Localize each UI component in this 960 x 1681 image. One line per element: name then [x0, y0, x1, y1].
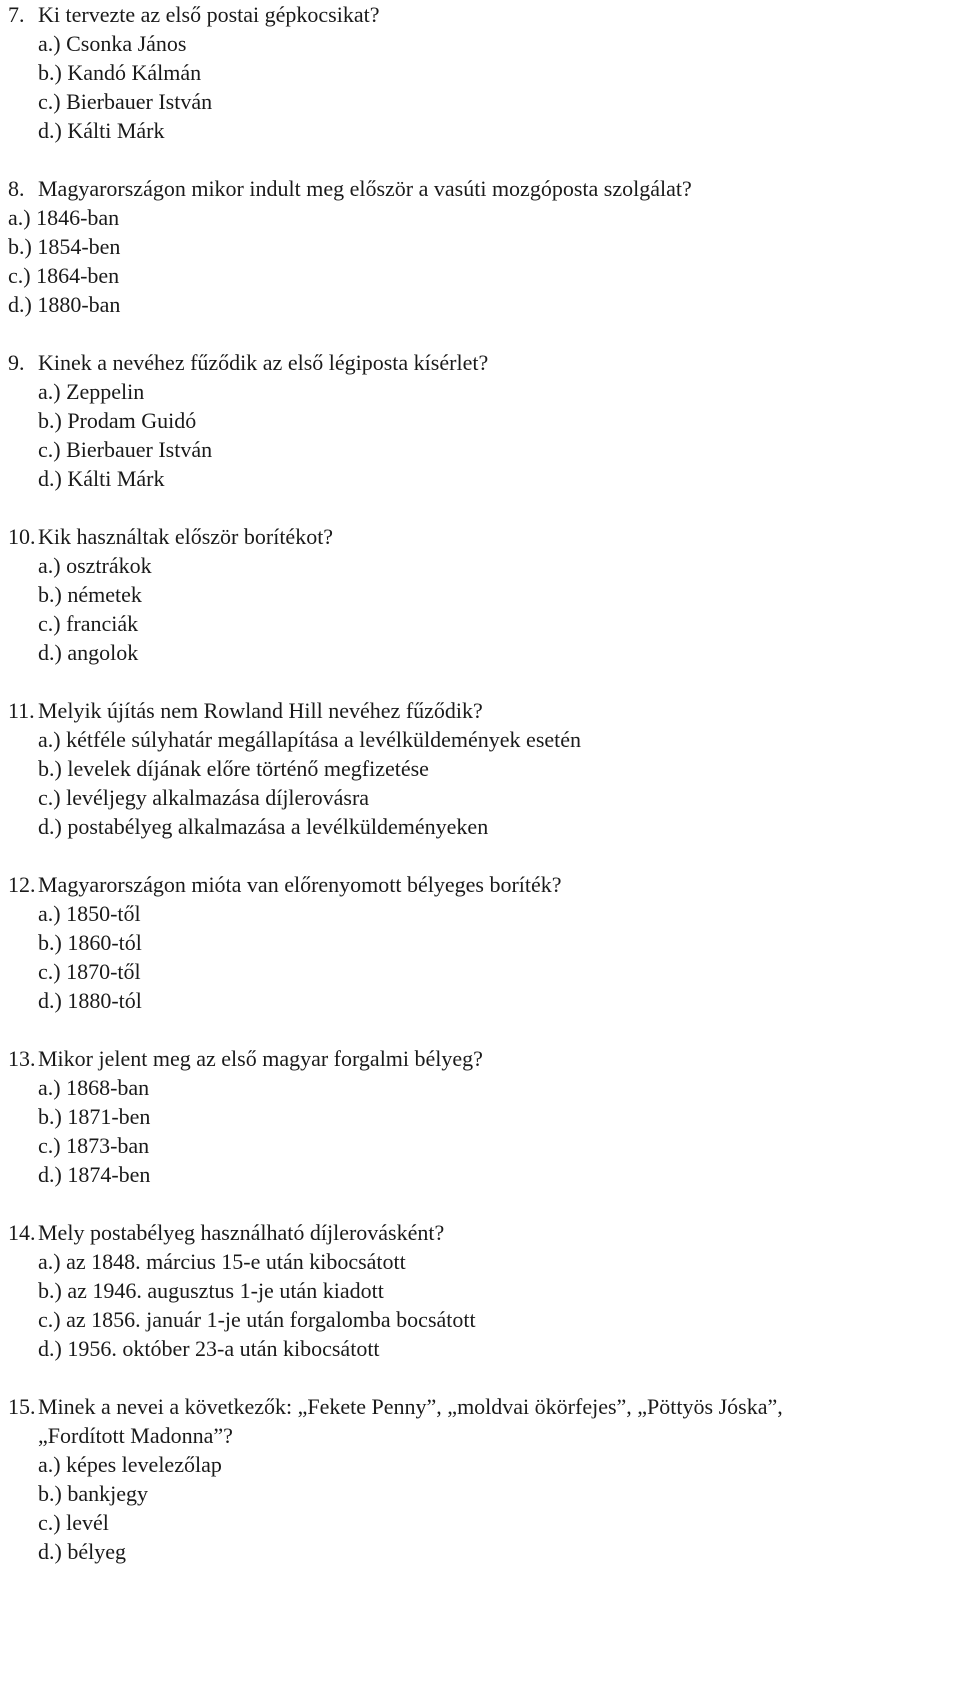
question-number: 14.: [8, 1220, 36, 1245]
answer-option: d.) postabélyeg alkalmazása a levélküldeményeken: [38, 814, 489, 839]
answer-option: d.) Kálti Márk: [38, 118, 165, 143]
answer-option: d.) bélyeg: [38, 1539, 126, 1564]
answer-option: a.) 1850-től: [38, 901, 141, 926]
answer-option: c.) levéljegy alkalmazása díjlerovásra: [38, 785, 370, 810]
answer-option: c.) 1870-től: [38, 959, 141, 984]
question-number: 8.: [8, 176, 25, 201]
question-text: Magyarországon mióta van előrenyomott bélyeges boríték?: [38, 872, 562, 897]
answer-option: b.) 1860-tól: [38, 930, 142, 955]
answer-option: c.) az 1856. január 1-je után forgalomba bocsátott: [38, 1307, 476, 1332]
answer-option: c.) franciák: [38, 611, 139, 636]
question-text: Kinek a nevéhez fűződik az első légiposta kísérlet?: [38, 350, 489, 375]
question-text: Magyarországon mikor indult meg először a vasúti mozgóposta szolgálat?: [38, 176, 692, 201]
answer-option: d.) 1880-ban: [8, 292, 121, 317]
answer-option: c.) 1873-ban: [38, 1133, 150, 1158]
question-text: Minek a nevei a következők: „Fekete Penny”, „moldvai ökörfejes”, „Pöttyös Jóska”,: [38, 1394, 783, 1419]
answer-option: b.) levelek díjának előre történő megfizetése: [38, 756, 429, 781]
answer-option: b.) Kandó Kálmán: [38, 60, 202, 85]
question-number: 11.: [8, 698, 35, 723]
question-number: 7.: [8, 2, 25, 27]
question-number: 9.: [8, 350, 25, 375]
answer-option: a.) 1868-ban: [38, 1075, 150, 1100]
question-number: 12.: [8, 872, 36, 897]
question-number: 15.: [8, 1394, 36, 1419]
answer-option: b.) németek: [38, 582, 142, 607]
answer-option: c.) levél: [38, 1510, 109, 1535]
answer-option: c.) 1864-ben: [8, 263, 120, 288]
answer-option: b.) Prodam Guidó: [38, 408, 197, 433]
question-number: 13.: [8, 1046, 36, 1071]
answer-option: d.) 1880-tól: [38, 988, 142, 1013]
answer-option: b.) bankjegy: [38, 1481, 148, 1506]
answer-option: a.) Csonka János: [38, 31, 187, 56]
question-number: 10.: [8, 524, 36, 549]
question-text-continued: „Fordított Madonna”?: [38, 1423, 233, 1448]
answer-option: d.) 1874-ben: [38, 1162, 151, 1187]
answer-option: a.) kétféle súlyhatár megállapítása a levélküldemények esetén: [38, 727, 582, 752]
answer-option: a.) osztrákok: [38, 553, 152, 578]
question-text: Melyik újítás nem Rowland Hill nevéhez fűződik?: [38, 698, 483, 723]
answer-option: a.) képes levelezőlap: [38, 1452, 222, 1477]
answer-option: b.) 1854-ben: [8, 234, 121, 259]
answer-option: c.) Bierbauer István: [38, 437, 213, 462]
question-text: Kik használtak először borítékot?: [38, 524, 334, 549]
answer-option: a.) 1846-ban: [8, 205, 120, 230]
answer-option: d.) Kálti Márk: [38, 466, 165, 491]
answer-option: a.) az 1848. március 15-e után kibocsátott: [38, 1249, 406, 1274]
answer-option: a.) Zeppelin: [38, 379, 145, 404]
answer-option: c.) Bierbauer István: [38, 89, 213, 114]
question-text: Ki tervezte az első postai gépkocsikat?: [38, 2, 380, 27]
answer-option: b.) 1871-ben: [38, 1104, 151, 1129]
question-text: Mikor jelent meg az első magyar forgalmi bélyeg?: [38, 1046, 483, 1071]
answer-option: d.) 1956. október 23-a után kibocsátott: [38, 1336, 380, 1361]
answer-option: b.) az 1946. augusztus 1-je után kiadott: [38, 1278, 384, 1303]
answer-option: d.) angolok: [38, 640, 139, 665]
question-text: Mely postabélyeg használható díjlerovásként?: [38, 1220, 445, 1245]
